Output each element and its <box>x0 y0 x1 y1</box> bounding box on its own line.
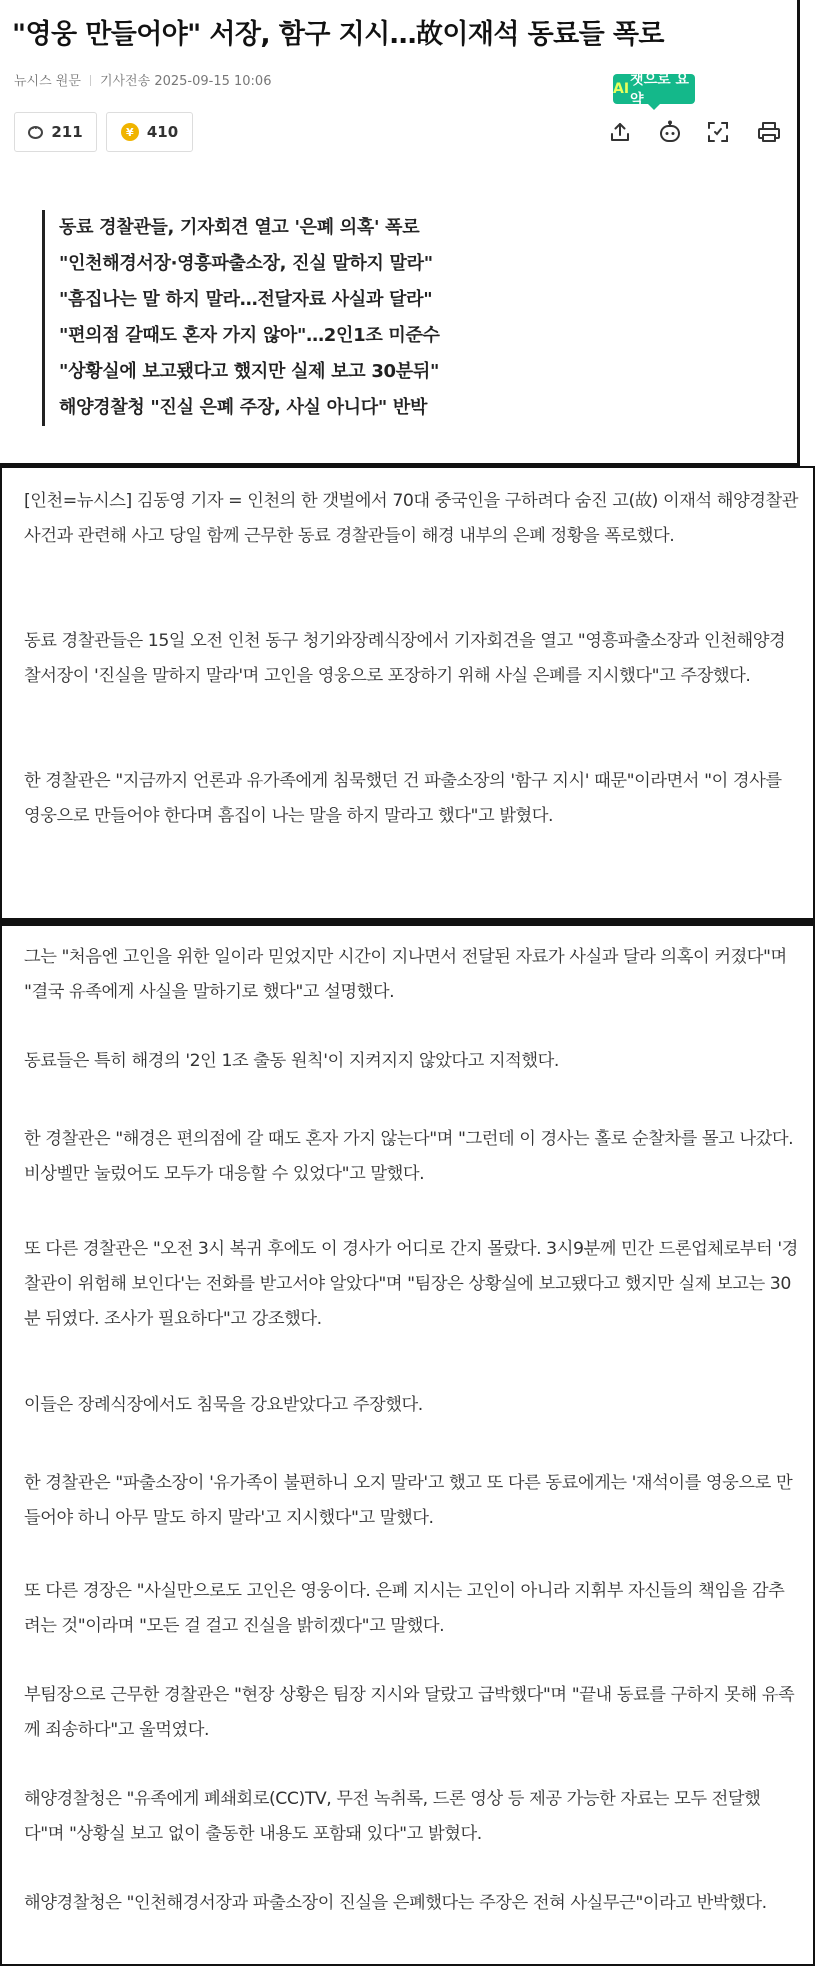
body-paragraph: [인천=뉴시스] 김동영 기자 = 인천의 한 갯벌에서 70대 중국인을 구하려다 숨진 고(故) 이재석 해양경찰관 사건과 관련해 사고 당일 함께 근무한 동료 경찰관들이 해경 내부의 은폐 정황을 폭로했다. <box>24 491 798 546</box>
body-paragraph: 동료 경찰관들은 15일 오전 인천 동구 청기와장례식장에서 기자회견을 열고 "영흥파출소장과 인천해양경찰서장이 '진실을 말하지 말라'며 고인을 영웅으로 포장하기 위해 사실 은폐를 지시했다"고 주장했다. <box>24 631 786 686</box>
body-paragraph: 한 경찰관은 "파출소장이 '유가족이 불편하니 오지 말라'고 했고 또 다른 동료에게는 '재석이를 영웅으로 만들어야 하니 아무 말도 하지 말라'고 지시했다"고 말했다. <box>24 1473 793 1528</box>
article-meta <box>14 70 271 89</box>
body-paragraph: 한 경찰관은 "지금까지 언론과 유가족에게 침묵했던 건 파출소장의 '함구 지시' 때문"이라면서 "이 경사를 영웅으로 만들어야 한다며 흠집이 나는 말을 하지 말라고 했다"고 밝혔다. <box>24 771 782 826</box>
summary-line: "상황실에 보고됐다고 했지만 실제 보고 30분뒤" <box>59 361 440 382</box>
body-paragraph: 해양경찰청은 "인천해경서장과 파출소장이 진실을 은폐했다는 주장은 전혀 사실무근"이라고 반박했다. <box>24 1893 767 1913</box>
sent-time: 2025-09-15 10:06 <box>154 74 272 89</box>
body-paragraph: 그는 "처음엔 고인을 위한 일이라 믿었지만 시간이 지나면서 전달된 자료가 사실과 달라 의혹이 커졌다"며 "결국 유족에게 사실을 말하기로 했다"고 설명했다. <box>24 947 787 1002</box>
comment-icon <box>28 126 43 139</box>
meta-divider <box>90 75 91 86</box>
summary-line: "편의점 갈때도 혼자 가지 않아"…2인1조 미준수 <box>59 325 440 346</box>
summary-line: 동료 경찰관들, 기자회견 열고 '은폐 의혹' 폭로 <box>59 217 420 238</box>
body-paragraph: 또 다른 경찰관은 "오전 3시 복귀 후에도 이 경사가 어디로 간지 몰랐다. 3시9분께 민간 드론업체로부터 '경찰관이 위험해 보인다'는 전화를 받고서야 알았다"며 "팀장은 상황실에 보고됐다고 했지만 실제 보고는 30분 뒤였다. 조사가 필요하다"고 강조했다. <box>24 1239 798 1329</box>
summary-line: "인천해경서장·영흥파출소장, 진실 말하지 말라" <box>59 253 433 274</box>
body-paragraph: 해양경찰청은 "유족에게 폐쇄회로(CC)TV, 무전 녹취록, 드론 영상 등 제공 가능한 자료는 모두 전달했다"며 "상황실 보고 없이 출동한 내용도 포함돼 있다"고 밝혔다. <box>24 1789 761 1844</box>
ai-bot-icon[interactable] <box>656 118 684 146</box>
ai-summary-badge[interactable] <box>613 72 695 108</box>
source-link[interactable]: 뉴시스 원문 <box>14 74 81 89</box>
print-icon[interactable] <box>755 118 783 146</box>
body-paragraph: 이들은 장례식장에서도 침묵을 강요받았다고 주장했다. <box>24 1395 423 1415</box>
ai-badge-prefix: AI <box>613 81 630 97</box>
sent-label: 기사전송 <box>99 74 151 89</box>
share-icon[interactable] <box>606 118 634 146</box>
body-paragraph: 동료들은 특히 해경의 '2인 1조 출동 원칙'이 지켜지지 않았다고 지적했다. <box>24 1051 559 1071</box>
comments-button[interactable] <box>14 112 97 152</box>
likes-count: 410 <box>146 123 179 141</box>
summary-line: 해양경찰청 "진실 은폐 주장, 사실 아니다" 반박 <box>59 397 428 418</box>
ai-badge-text: 챗으로 요약 <box>630 72 690 108</box>
likes-button[interactable] <box>106 112 193 152</box>
article-body-panel-1 <box>0 466 815 920</box>
capture-icon[interactable] <box>704 118 732 146</box>
summary-line: "흠집나는 말 하지 말라…전달자료 사실과 달라" <box>59 289 433 310</box>
body-paragraph: 또 다른 경장은 "사실만으로도 고인은 영웅이다. 은폐 지시는 고인이 아니라 지휘부 자신들의 책임을 감추려는 것"이라며 "모든 걸 걸고 진실을 밝히겠다"고 말했다. <box>24 1581 785 1636</box>
like-coin-icon: ¥ <box>121 123 139 141</box>
article-body-panel-2 <box>0 920 815 1966</box>
article-header-panel <box>0 0 800 466</box>
article-headline: "영웅 만들어야" 서장, 함구 지시…故이재석 동료들 폭로 <box>12 19 664 50</box>
comments-count: 211 <box>51 123 83 141</box>
article-summary <box>42 210 440 426</box>
body-paragraph: 한 경찰관은 "해경은 편의점에 갈 때도 혼자 가지 않는다"며 "그런데 이 경사는 홀로 순찰차를 몰고 나갔다. 비상벨만 눌렀어도 모두가 대응할 수 있었다"고 말했다. <box>24 1129 794 1184</box>
body-paragraph: 부팀장으로 근무한 경찰관은 "현장 상황은 팀장 지시와 달랐고 급박했다"며 "끝내 동료를 구하지 못해 유족께 죄송하다"고 울먹였다. <box>24 1685 795 1740</box>
